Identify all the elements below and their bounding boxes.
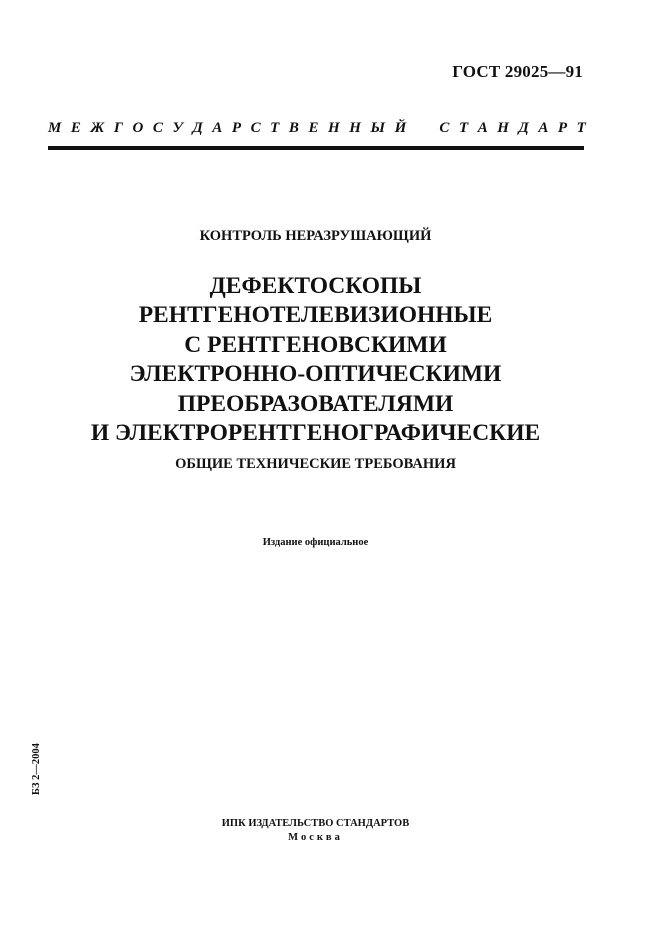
heading-letter: С: [152, 120, 163, 136]
publisher-name: ИПК ИЗДАТЕЛЬСТВО СТАНДАРТОВ: [221, 818, 410, 829]
heading-letter: Ж: [90, 120, 105, 136]
heading-letter: С: [250, 120, 261, 136]
heading-letter: Е: [70, 120, 81, 136]
document-title: [0, 272, 631, 448]
side-code: БЗ 2—2004: [31, 743, 42, 795]
heading-letter: А: [212, 120, 223, 136]
heading-letter: Р: [557, 120, 568, 136]
heading-letter: Д: [518, 120, 529, 136]
title-line: ДЕФЕКТОСКОПЫ: [209, 273, 422, 299]
heading-letter: Д: [192, 120, 203, 136]
subject-heading: КОНТРОЛЬ НЕРАЗРУШАЮЩИЙ: [199, 228, 432, 244]
heading-letter: Р: [231, 120, 241, 136]
title-line: ЭЛЕКТРОННО-ОПТИЧЕСКИМИ: [129, 361, 502, 388]
heading-letter: М: [48, 120, 62, 136]
header-rule: [48, 146, 584, 150]
title-line: С РЕНТГЕНОВСКИМИ: [184, 331, 447, 358]
heading-letter: А: [477, 120, 488, 136]
document-number: ГОСТ 29025—91: [452, 62, 583, 81]
word-gap: [416, 120, 430, 137]
heading-letter: Т: [270, 120, 280, 136]
heading-letter: О: [132, 120, 144, 136]
title-line: И ЭЛЕКТРОРЕНТГЕНОГРАФИЧЕСКИЕ: [90, 420, 541, 447]
title-line: РЕНТГЕНОТЕЛЕВИЗИОННЫЕ: [138, 302, 493, 329]
heading-letter: Т: [458, 120, 469, 136]
edition-note: Издание официальное: [262, 537, 369, 548]
heading-letter: Г: [113, 120, 123, 136]
heading-letter: Е: [308, 120, 319, 136]
heading-letter: Н: [497, 120, 509, 136]
heading-letter: В: [288, 120, 299, 136]
heading-letter: Ы: [370, 120, 386, 136]
heading-letter: Н: [349, 120, 361, 136]
heading-letter: А: [538, 120, 549, 136]
publisher-city: Москва: [288, 832, 343, 843]
standard-type-heading: [48, 120, 586, 137]
heading-letter: У: [172, 120, 183, 136]
heading-letter: Н: [328, 120, 340, 136]
title-line: ПРЕОБРАЗОВАТЕЛЯМИ: [177, 390, 454, 417]
requirements-subtitle: ОБЩИЕ ТЕХНИЧЕСКИЕ ТРЕБОВАНИЯ: [175, 456, 456, 472]
heading-letter: Й: [394, 120, 407, 136]
heading-letter: Т: [576, 120, 586, 136]
heading-letter: С: [439, 120, 450, 136]
